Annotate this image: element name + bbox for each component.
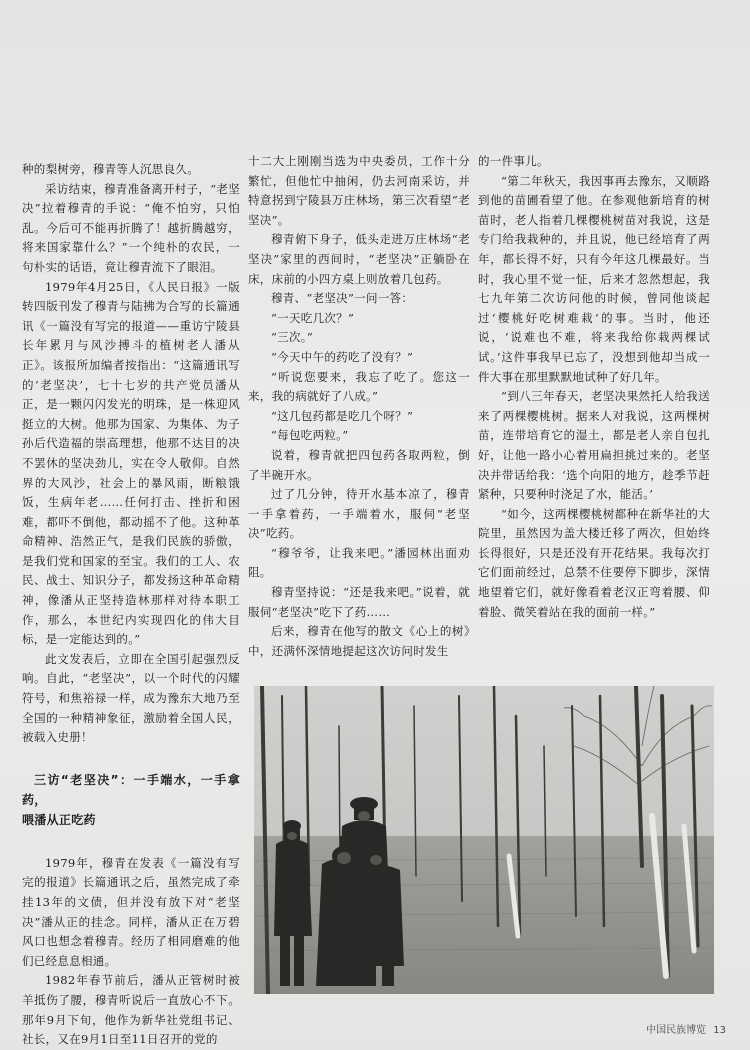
paragraph: “听说您要来，我忘了吃了。您这一来，我的病就好了八成。” [248, 369, 470, 404]
paragraph: 种的梨树旁，穆青等人沉思良久。 [22, 162, 199, 176]
paragraph: 1979年4月25日，《人民日报》一版转四版刊发了穆青与陆拂为合写的长篇通讯《一篇没有写完的报道——重访宁陵县长年累月与风沙搏斗的植树老人潘从正》。该报所加编者按指出：“这篇通讯写的‘老坚决’，七十七岁的共产党员潘从正，是一颗闪闪发光的明珠，是一株迎风挺立的大树。他那为国家、为集体、为子孙后代造福的崇高理想，他那不达目的决不罢休的坚决劲儿，实在令人敬仰。自然界的大风沙，社会上的暴风雨，断粮饿饭，生病年老……任何打击、挫折和困难，都吓不倒他，都动摇不了他。这种革命精神、浩然正气，是我们民族的骄傲，是我们党和国家的至宝。我们的工人、农民、战士、知识分子，都发扬这种革命精神，像潘从正坚持造林那样对待本职工作，那么，本世纪内实现四化的伟大目标，是一定能达到的。” [22, 279, 240, 647]
paragraph: “每包吃两粒。” [271, 428, 349, 443]
paragraph: 此文发表后，立即在全国引起强烈反响。自此，“老坚决”，以一个时代的闪耀符号，和焦裕禄一样，成为豫东大地乃至全国的一种精神象征，激励着全国人民，被载入史册！ [22, 651, 240, 745]
text-column-left [22, 160, 240, 1050]
section-heading-line2: 喂潘从正吃药 [22, 812, 96, 827]
paragraph: “到八三年春天，老坚决果然托人给我送来了两棵樱桃树。据来人对我说，这两棵树苗，连带培育它的湿土，都是老人亲自包扎好，让他一路小心着用扁担挑过来的。老坚决并带话给我：‘选个向阳的地方，趁季节赶紧种，只要种时浇足了水，能活。’ [478, 389, 710, 502]
paragraph: 的一件事儿。 [478, 154, 549, 168]
paragraph: “一天吃几次？” [271, 310, 355, 325]
paragraph: “如今，这两棵樱桃树都种在新华社的大院里，虽然因为盖大楼迁移了两次，但始终长得很好，只是还没有开花结果。我每次打它们面前经过，总禁不住要停下脚步，深情地望着它们，就好像看着老汉正弯着腰、仰着脸、微笑着站在我的面前一样。” [478, 506, 710, 619]
magazine-name: 中国民族博览 [646, 1025, 707, 1036]
section-heading [22, 770, 240, 830]
page-number: 13 [713, 1025, 726, 1036]
paragraph: 穆青、“老坚决”一问一答： [271, 291, 414, 306]
paragraph: “穆爷爷，让我来吧。”潘园林出面劝阻。 [248, 545, 470, 580]
paragraph: 穆青俯下身子，低头走进万庄林场“老坚决”家里的西间时，“老坚决”正躺卧在床，床前的小四方桌上则放着几包药。 [248, 232, 470, 286]
paragraph: 1979年，穆青在发表《一篇没有写完的报道》长篇通讯之后，虽然完成了牵挂13年的文债，但并没有放下对“老坚决”潘从正的挂念。同样，潘从正在万碧风口也想念着穆青。经历了相同磨难的他们已经息息相通。 [22, 855, 240, 968]
historical-photo-icon [254, 686, 714, 994]
paragraph: “今天中午的药吃了没有？” [271, 349, 414, 364]
paragraph: 十二大上刚刚当选为中央委员，工作十分繁忙，但他忙中抽闲，仍去河南采访，并特意拐到宁陵县万庄林场，第三次看望“老坚决”。 [248, 154, 470, 227]
paragraph: 1982年春节前后，潘从正管树时被羊抵伤了腰，穆青听说后一直放心不下。那年9月下旬，他作为新华社党组书记、社长，又在9月1日至11日召开的党的 [22, 973, 240, 1047]
paragraph: 采访结束，穆青准备离开村子，“老坚决”拉着穆青的手说：“俺不怕穷，只怕乱。今后可不能再折腾了！越折腾越穷，将来国家靠什么？”一个纯朴的农民，一句朴实的话语，竟让穆青流下了眼泪。 [22, 181, 240, 274]
paragraph: 过了几分钟，待开水基本凉了，穆青一手拿着药，一手端着水，服伺“老坚决”吃药。 [248, 487, 470, 541]
historical-photo [254, 686, 714, 994]
text-column-middle [248, 152, 470, 661]
paragraph: 后来，穆青在他写的散文《心上的树》中，还满怀深情地提起这次访问时发生 [248, 624, 470, 658]
paragraph: “三次。” [271, 330, 314, 345]
page-footer [642, 1021, 726, 1036]
paragraph: 说着，穆青就把四包药各取两粒，倒了半碗开水。 [248, 447, 470, 482]
paragraph: 穆青坚持说：“还是我来吧。”说着，就服伺“老坚决”吃下了药…… [248, 585, 470, 619]
section-heading-line1: 三访“老坚决”：一手端水，一手拿药， [22, 772, 240, 807]
paragraph: “这几包药都是吃几个呀？” [271, 408, 414, 423]
paragraph: “第二年秋天，我因事再去豫东，又顺路到他的苗圃看望了他。在参观他新培育的树苗时，老人指着几棵樱桃树苗对我说，这是专门给我栽种的，并且说，他已经培育了两年，都长得不好，只有今年这几棵最好。当时，我心里不觉一怔，后来才忽然想起，我七九年第二次访问他的时候，曾同他谈起过‘樱桃好吃树难栽’的事。当时，他还说，‘说难也不难，将来我给你栽两棵试试。’这件事我早已忘了，没想到他却当成一件大事在那里默默地试种了好几年。 [478, 173, 710, 384]
text-column-right [478, 152, 710, 622]
